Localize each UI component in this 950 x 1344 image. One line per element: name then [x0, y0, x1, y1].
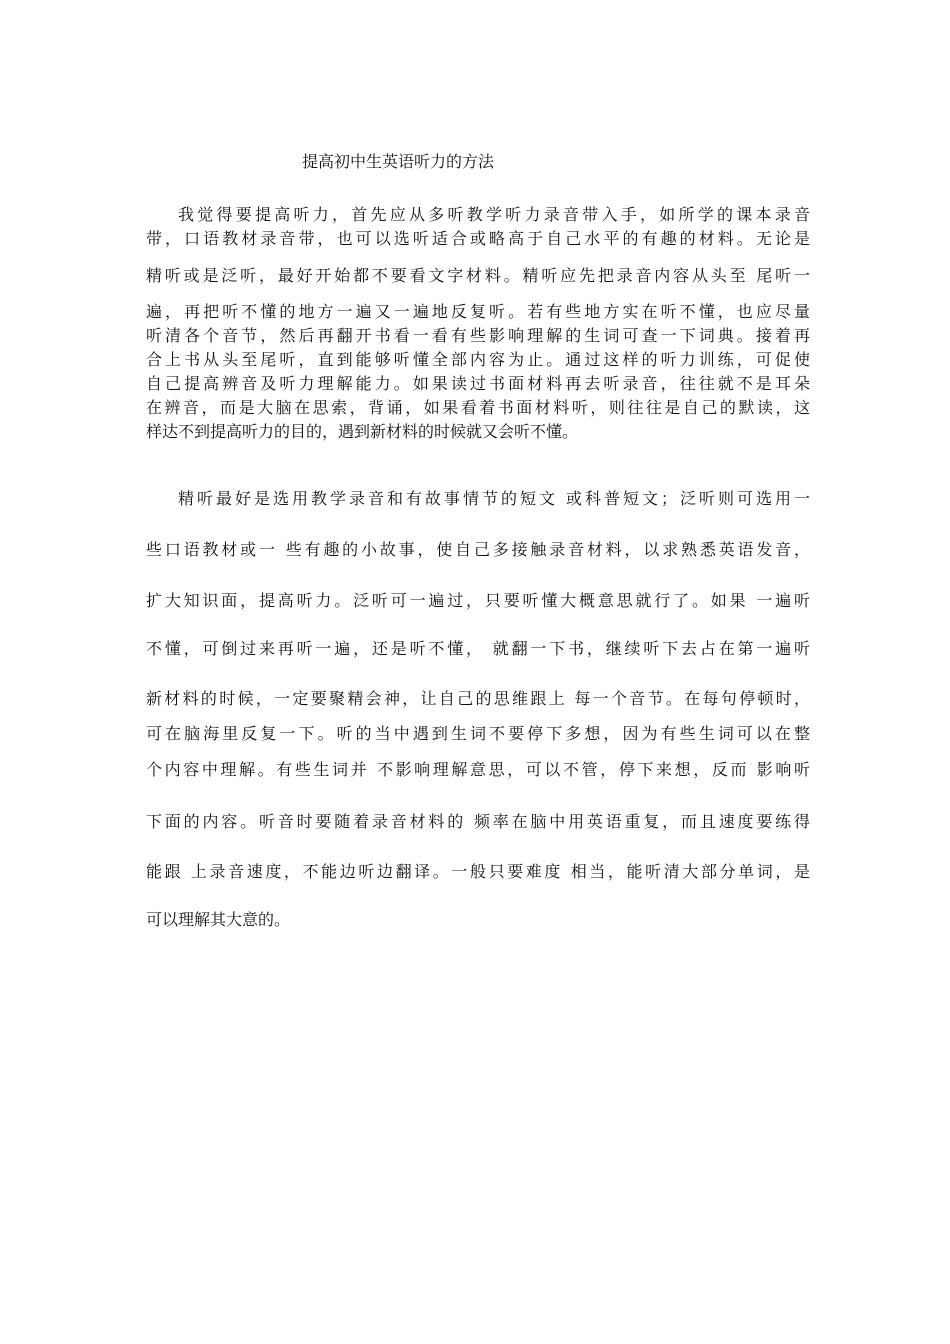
paragraph-2-line: 扩大知识面，提高听力。泛听可一遍过，只要听懂大概意思就行了。如果 一遍听: [146, 591, 810, 610]
paragraph-1-line: 合上书从头至尾听，直到能够听懂全部内容为止。通过这样的听力训练，可促使: [146, 350, 810, 369]
paragraph-2-line: 不懂，可倒过来再听一遍，还是听不懂， 就翻一下书，继续听下去占在第一遍听: [146, 639, 810, 658]
paragraph-1-line: 精听或是泛听，最好开始都不要看文字材料。精听应先把录音内容从头至 尾听一: [146, 266, 810, 285]
paragraph-1-line: 自己提高辨音及听力理解能力。如果读过书面材料再去听录音，往往就不是耳朵: [146, 374, 810, 393]
paragraph-2-line: 下面的内容。听音时要随着录音材料的 频率在脑中用英语重复，而且速度要练得: [146, 812, 810, 831]
paragraph-1-line: 听清各个音节，然后再翻开书看一看有些影响理解的生词可查一下词典。接着再: [146, 326, 810, 345]
paragraph-1-line: 遍，再把听不懂的地方一遍又一遍地反复听。若有些地方实在听不懂，也应尽量: [146, 302, 810, 321]
paragraph-1-line: 样达不到提高听力的目的，遇到新材料的时候就又会听不懂。: [146, 422, 579, 441]
paragraph-1-line: 我觉得要提高听力，首先应从多听教学听力录音带入手，如所学的课本录音: [178, 205, 810, 224]
document-title: 提高初中生英语听力的方法: [302, 152, 495, 171]
paragraph-1-line: 在辨音，而是大脑在思索，背诵，如果看着书面材料听，则往往是自己的默读，这: [146, 398, 810, 417]
paragraph-2-line: 个内容中理解。有些生词并 不影响理解意思，可以不管，停下来想，反而 影响听: [146, 760, 810, 779]
paragraph-2-line: 些口语教材或一 些有趣的小故事，使自己多接触录音材料，以求熟悉英语发音，: [146, 540, 810, 559]
paragraph-2-line: 能跟 上录音速度，不能边听边翻译。一般只要难度 相当，能听清大部分单词，是: [146, 862, 810, 881]
paragraph-1-line: 带，口语教材录音带，也可以选听适合或略高于自己水平的有趣的材料。无论是: [146, 229, 810, 248]
paragraph-2-line: 可在脑海里反复一下。听的当中遇到生词不要停下多想，因为有些生词可以在整: [146, 724, 810, 743]
paragraph-2-line: 精听最好是选用教学录音和有故事情节的短文 或科普短文；泛听则可选用一: [178, 489, 810, 508]
paragraph-2-line: 可以理解其大意的。: [146, 910, 291, 929]
paragraph-2-line: 新材料的时候，一定要聚精会神，让自己的思维跟上 每一个音节。在每句停顿时，: [146, 689, 810, 708]
